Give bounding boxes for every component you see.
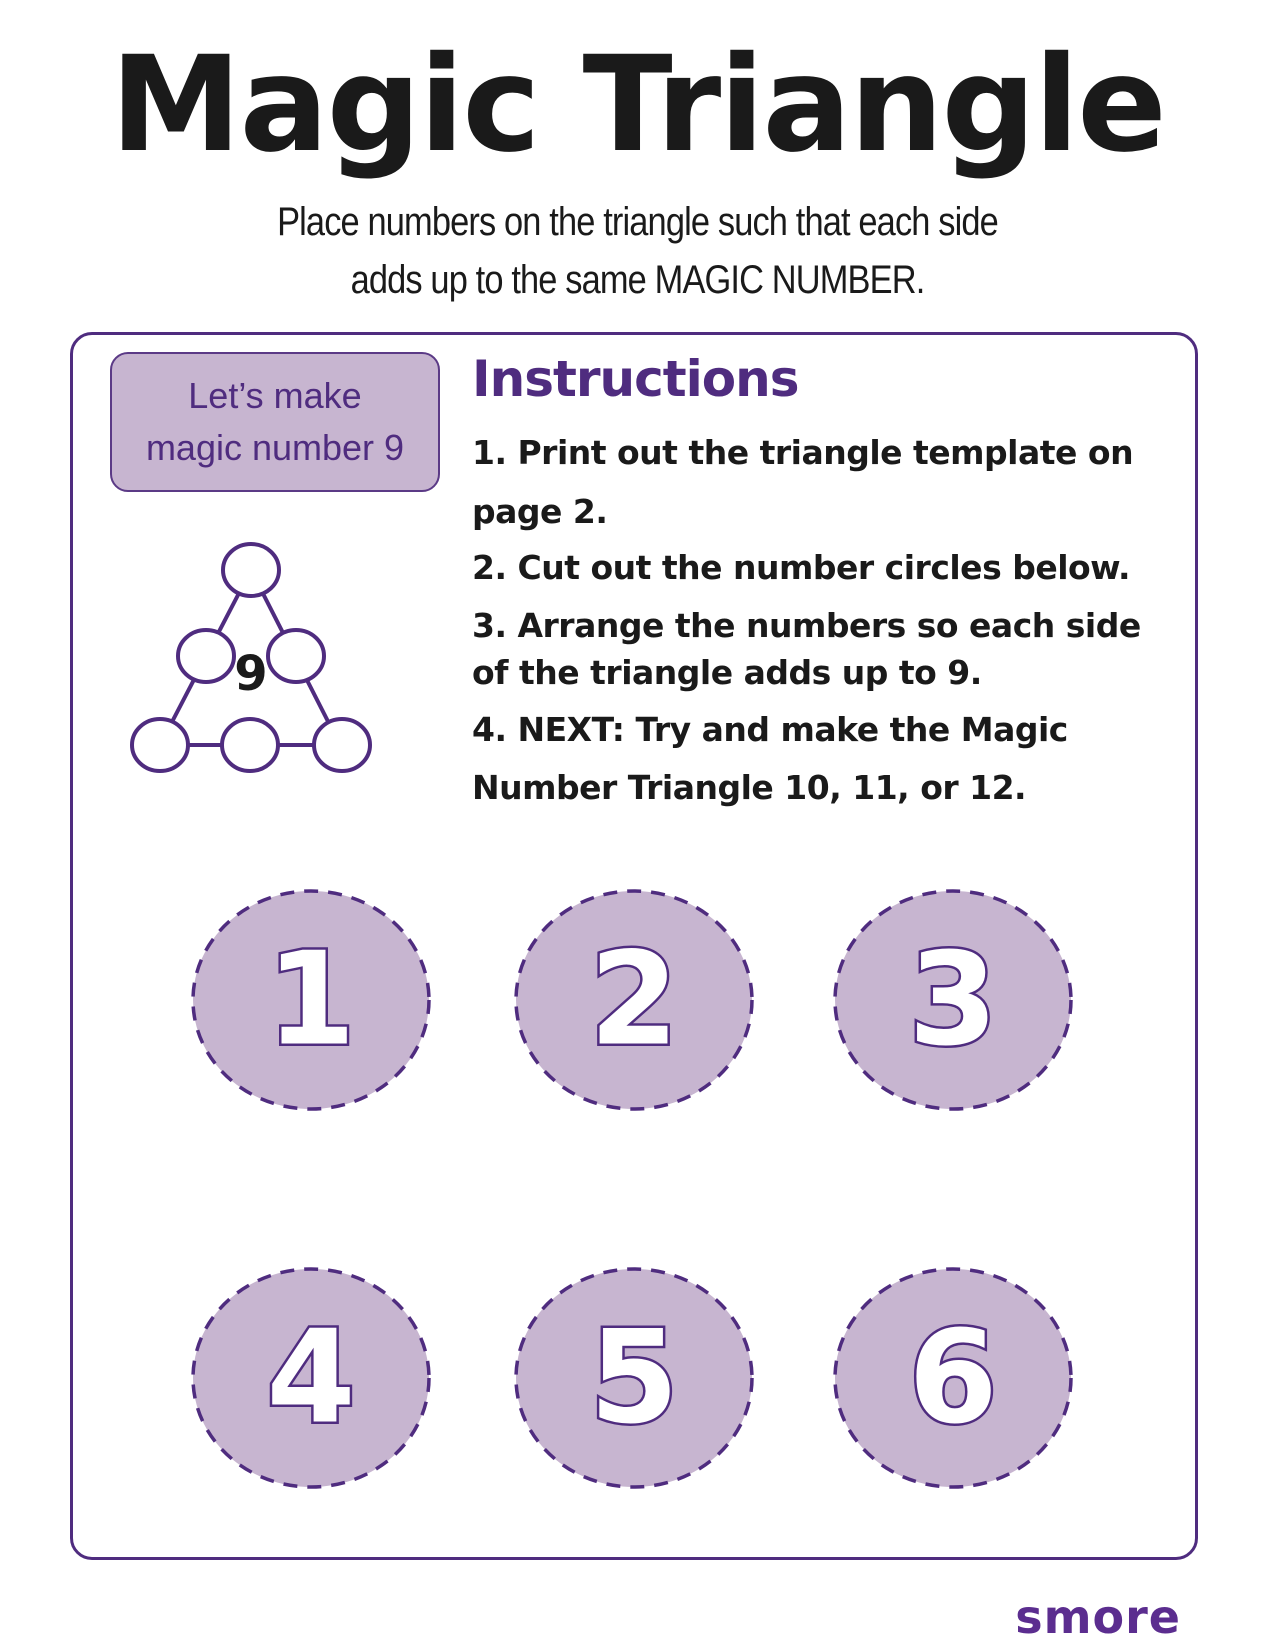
triangle-node-left-mid <box>178 630 234 682</box>
instruction-line: 3. Arrange the numbers so each side <box>472 606 1141 645</box>
triangle-node-right-mid <box>268 630 324 682</box>
number-circle-label: 1 <box>266 925 356 1075</box>
number-circle-4[interactable] <box>190 1266 432 1490</box>
instruction-line: of the triangle adds up to 9. <box>472 653 982 692</box>
number-circle-label: 3 <box>908 925 998 1075</box>
triangle-node-top <box>223 544 279 596</box>
callout-line-1: Let’s make <box>188 375 362 416</box>
instruction-line: Number Triangle 10, 11, or 12. <box>472 768 1027 807</box>
number-circle-1[interactable] <box>190 888 432 1112</box>
number-circle-6[interactable] <box>832 1266 1074 1490</box>
diagram-center-number: 9 <box>234 646 268 702</box>
magic-number-callout <box>110 352 440 492</box>
smore-logo: smore <box>1015 1590 1181 1644</box>
instruction-line: page 2. <box>472 492 608 531</box>
instructions-heading: Instructions <box>472 350 799 408</box>
triangle-node-bottom-mid <box>222 719 278 771</box>
number-circle-label: 5 <box>589 1303 679 1453</box>
magic-triangle-diagram <box>120 540 390 780</box>
number-circle-label: 4 <box>266 1303 356 1453</box>
page-title: Magic Triangle <box>110 28 1165 182</box>
number-circle-label: 6 <box>908 1303 998 1453</box>
instruction-line: 1. Print out the triangle template on <box>472 433 1134 472</box>
number-circle-5[interactable] <box>513 1266 755 1490</box>
instruction-line: 4. NEXT: Try and make the Magic <box>472 710 1068 749</box>
number-circle-3[interactable] <box>832 888 1074 1112</box>
instruction-line: 2. Cut out the number circles below. <box>472 548 1131 587</box>
triangle-node-bottom-left <box>132 719 188 771</box>
triangle-node-bottom-right <box>314 719 370 771</box>
number-circle-label: 2 <box>589 925 679 1075</box>
subtitle-line-2: adds up to the same MAGIC NUMBER. <box>350 258 925 302</box>
callout-line-2: magic number 9 <box>145 427 405 468</box>
number-circle-2[interactable] <box>513 888 755 1112</box>
subtitle-line-1: Place numbers on the triangle such that each side <box>277 200 998 244</box>
